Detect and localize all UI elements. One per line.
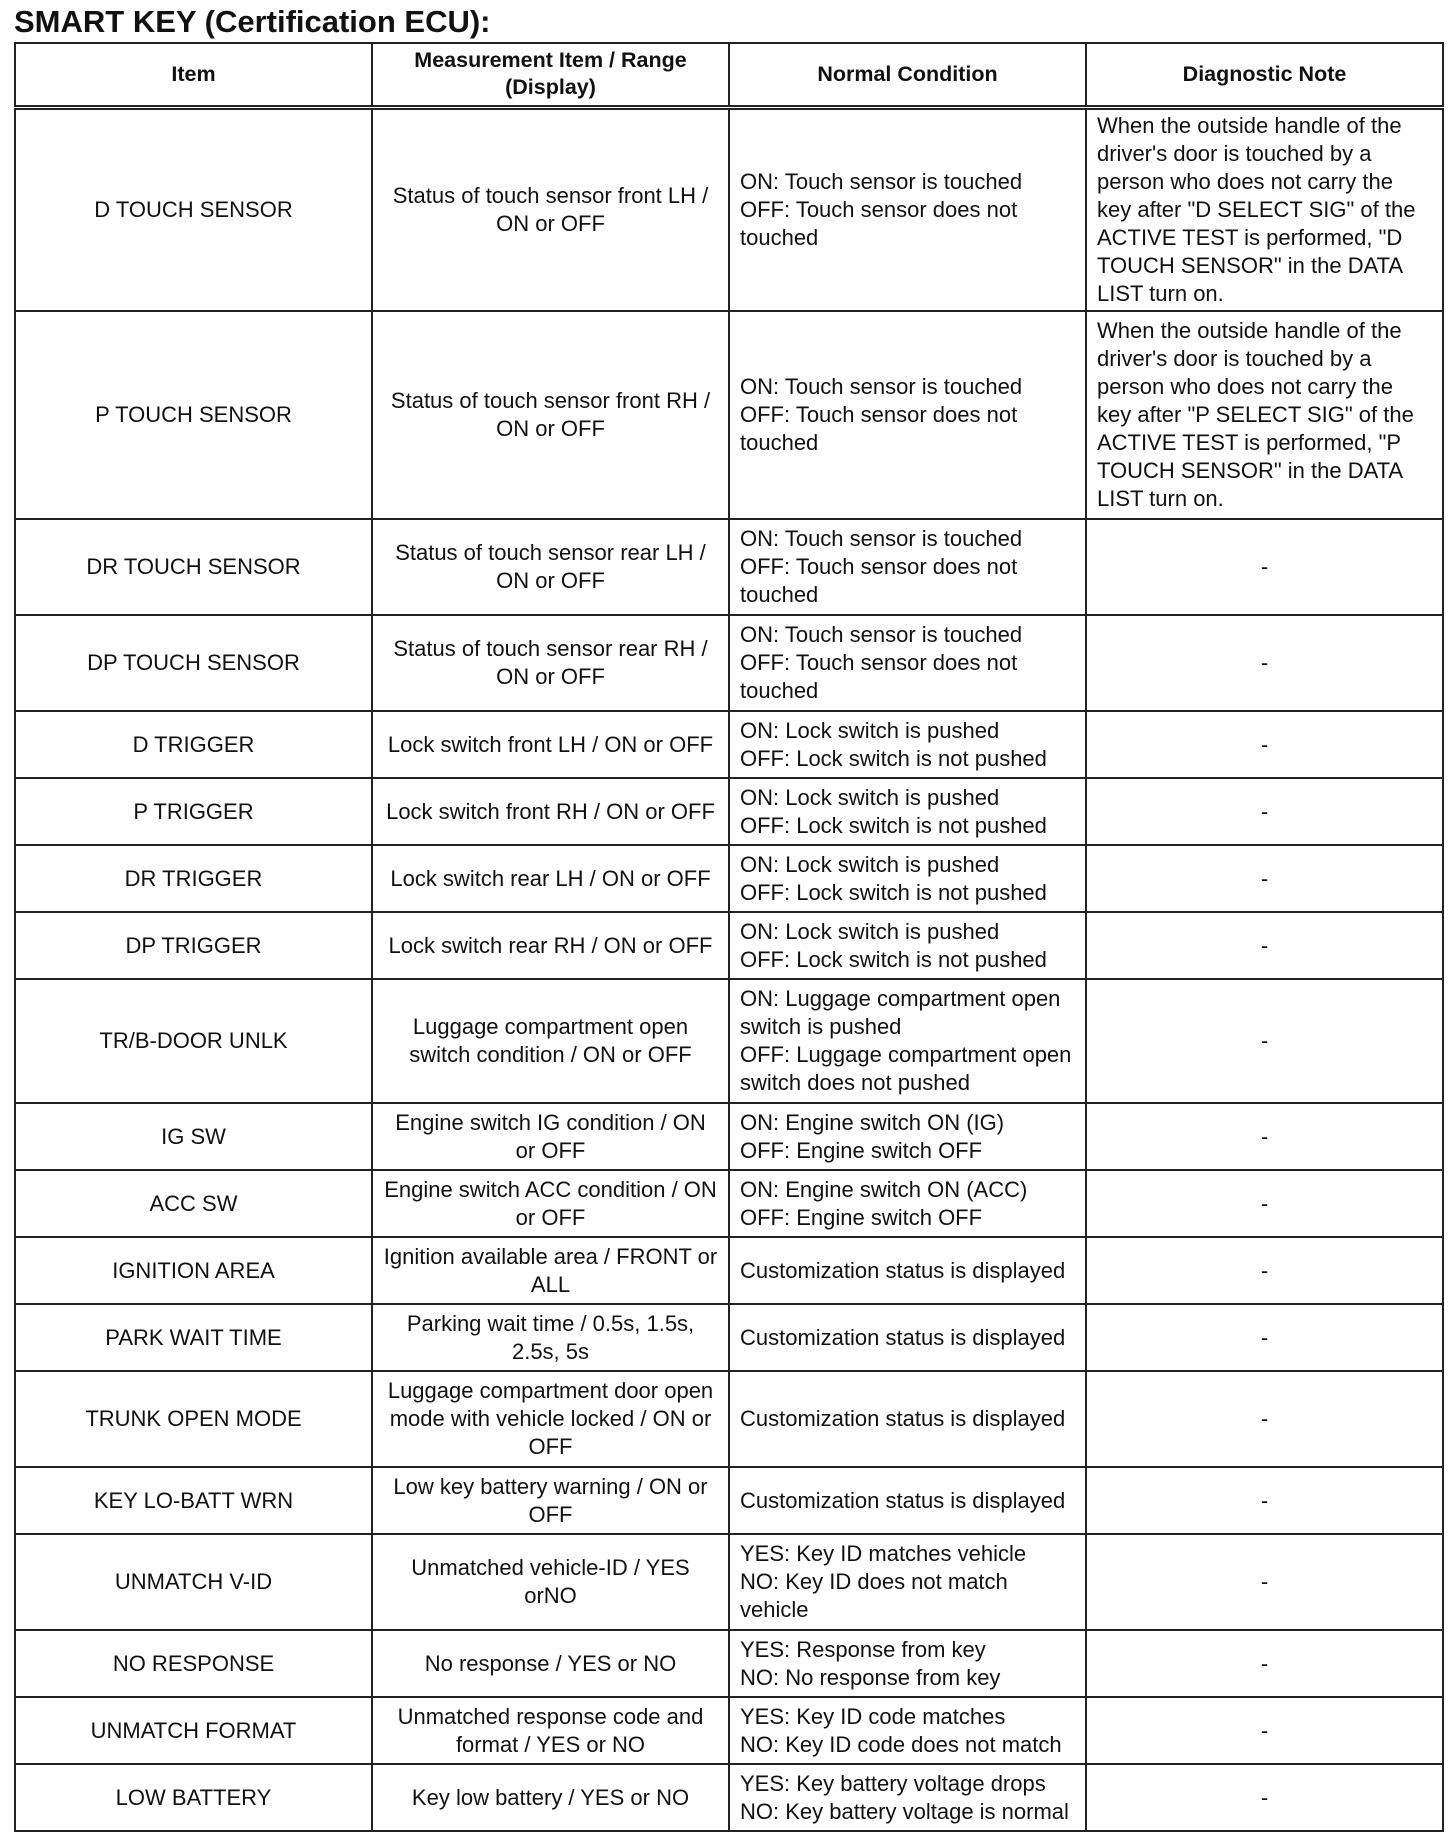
item-cell: DR TOUCH SENSOR — [15, 519, 372, 615]
normal-condition-cell: YES: Key battery voltage drops NO: Key battery voltage is normal — [729, 1764, 1086, 1831]
page-title: SMART KEY (Certification ECU): — [14, 4, 491, 39]
normal-condition-cell: ON: Lock switch is pushed OFF: Lock switch is not pushed — [729, 845, 1086, 912]
measurement-cell: Key low battery / YES or NO — [372, 1764, 729, 1831]
normal-condition-cell: Customization status is displayed — [729, 1237, 1086, 1304]
measurement-cell: Lock switch front RH / ON or OFF — [372, 778, 729, 845]
header-row — [15, 43, 1443, 107]
measurement-cell: Status of touch sensor rear LH / ON or OFF — [372, 519, 729, 615]
normal-condition-cell: ON: Lock switch is pushed OFF: Lock switch is not pushed — [729, 778, 1086, 845]
diagnostic-note-cell: - — [1086, 1467, 1443, 1534]
item-cell: DR TRIGGER — [15, 845, 372, 912]
measurement-cell: Unmatched vehicle-ID / YES orNO — [372, 1534, 729, 1630]
diagnostic-note-cell: - — [1086, 1304, 1443, 1371]
normal-condition-cell: Customization status is displayed — [729, 1467, 1086, 1534]
item-cell: TRUNK OPEN MODE — [15, 1371, 372, 1467]
table-row — [15, 845, 1443, 912]
header-diagnostic-note: Diagnostic Note — [1086, 43, 1443, 107]
normal-condition-cell: YES: Key ID code matches NO: Key ID code does not match — [729, 1697, 1086, 1764]
diagnostic-note-cell: - — [1086, 778, 1443, 845]
normal-condition-cell: Customization status is displayed — [729, 1304, 1086, 1371]
item-cell: TR/B-DOOR UNLK — [15, 979, 372, 1103]
item-cell: D TOUCH SENSOR — [15, 107, 372, 311]
normal-condition-cell: ON: Engine switch ON (ACC) OFF: Engine switch OFF — [729, 1170, 1086, 1237]
measurement-cell: Lock switch front LH / ON or OFF — [372, 711, 729, 778]
measurement-cell: Low key battery warning / ON or OFF — [372, 1467, 729, 1534]
table-row — [15, 1371, 1443, 1467]
normal-condition-cell: YES: Key ID matches vehicle NO: Key ID does not match vehicle — [729, 1534, 1086, 1630]
normal-condition-cell: ON: Lock switch is pushed OFF: Lock switch is not pushed — [729, 912, 1086, 979]
normal-condition-cell: ON: Touch sensor is touched OFF: Touch sensor does not touched — [729, 615, 1086, 711]
measurement-cell: Lock switch rear RH / ON or OFF — [372, 912, 729, 979]
diagnostic-note-cell: - — [1086, 615, 1443, 711]
header-measurement: Measurement Item / Range (Display) — [372, 43, 729, 107]
table-row — [15, 1697, 1443, 1764]
diagnostic-note-cell: - — [1086, 1764, 1443, 1831]
diagnostic-note-cell: - — [1086, 1170, 1443, 1237]
normal-condition-cell: ON: Lock switch is pushed OFF: Lock switch is not pushed — [729, 711, 1086, 778]
table-row — [15, 311, 1443, 519]
header-normal-condition: Normal Condition — [729, 43, 1086, 107]
diagnostic-note-cell: - — [1086, 1534, 1443, 1630]
header-item: Item — [15, 43, 372, 107]
measurement-cell: Ignition available area / FRONT or ALL — [372, 1237, 729, 1304]
item-cell: KEY LO-BATT WRN — [15, 1467, 372, 1534]
diagnostic-note-cell: - — [1086, 1371, 1443, 1467]
data-list-table — [14, 42, 1444, 1832]
item-cell: DP TRIGGER — [15, 912, 372, 979]
diagnostic-note-cell: - — [1086, 845, 1443, 912]
table-row — [15, 615, 1443, 711]
diagnostic-note-cell: When the outside handle of the driver's door is touched by a person who does not carry the key after "P SELECT SIG" of the ACTIVE TEST is performed, "P TOUCH SENSOR" in the DATA LIST turn on. — [1086, 311, 1443, 519]
table-row — [15, 912, 1443, 979]
measurement-cell: Parking wait time / 0.5s, 1.5s, 2.5s, 5s — [372, 1304, 729, 1371]
item-cell: NO RESPONSE — [15, 1630, 372, 1697]
measurement-cell: Engine switch IG condition / ON or OFF — [372, 1103, 729, 1170]
item-cell: P TOUCH SENSOR — [15, 311, 372, 519]
item-cell: UNMATCH V-ID — [15, 1534, 372, 1630]
table-row — [15, 1630, 1443, 1697]
measurement-cell: No response / YES or NO — [372, 1630, 729, 1697]
table-row — [15, 1103, 1443, 1170]
diagnostic-note-cell: - — [1086, 519, 1443, 615]
table-row — [15, 778, 1443, 845]
normal-condition-cell: ON: Luggage compartment open switch is pushed OFF: Luggage compartment open switch does not pushed — [729, 979, 1086, 1103]
normal-condition-cell: Customization status is displayed — [729, 1371, 1086, 1467]
measurement-cell: Unmatched response code and format / YES or NO — [372, 1697, 729, 1764]
diagnostic-note-cell: - — [1086, 1237, 1443, 1304]
diagnostic-note-cell: - — [1086, 711, 1443, 778]
item-cell: UNMATCH FORMAT — [15, 1697, 372, 1764]
diagnostic-note-cell: - — [1086, 1697, 1443, 1764]
measurement-cell: Status of touch sensor front LH / ON or OFF — [372, 107, 729, 311]
normal-condition-cell: ON: Touch sensor is touched OFF: Touch sensor does not touched — [729, 519, 1086, 615]
normal-condition-cell: YES: Response from key NO: No response from key — [729, 1630, 1086, 1697]
measurement-cell: Lock switch rear LH / ON or OFF — [372, 845, 729, 912]
diagnostic-note-cell: - — [1086, 1630, 1443, 1697]
item-cell: LOW BATTERY — [15, 1764, 372, 1831]
item-cell: IGNITION AREA — [15, 1237, 372, 1304]
item-cell: P TRIGGER — [15, 778, 372, 845]
measurement-cell: Luggage compartment door open mode with vehicle locked / ON or OFF — [372, 1371, 729, 1467]
normal-condition-cell: ON: Touch sensor is touched OFF: Touch sensor does not touched — [729, 107, 1086, 311]
table-row — [15, 1170, 1443, 1237]
measurement-cell: Luggage compartment open switch condition / ON or OFF — [372, 979, 729, 1103]
measurement-cell: Status of touch sensor front RH / ON or OFF — [372, 311, 729, 519]
table-row — [15, 1237, 1443, 1304]
normal-condition-cell: ON: Engine switch ON (IG) OFF: Engine switch OFF — [729, 1103, 1086, 1170]
item-cell: PARK WAIT TIME — [15, 1304, 372, 1371]
table-row — [15, 979, 1443, 1103]
table-row — [15, 1304, 1443, 1371]
table-row — [15, 711, 1443, 778]
table-row — [15, 1534, 1443, 1630]
diagnostic-note-cell: When the outside handle of the driver's door is touched by a person who does not carry the key after "D SELECT SIG" of the ACTIVE TEST is performed, "D TOUCH SENSOR" in the DATA LIST turn on. — [1086, 107, 1443, 311]
item-cell: DP TOUCH SENSOR — [15, 615, 372, 711]
table-row — [15, 1467, 1443, 1534]
measurement-cell: Engine switch ACC condition / ON or OFF — [372, 1170, 729, 1237]
diagnostic-note-cell: - — [1086, 912, 1443, 979]
item-cell: IG SW — [15, 1103, 372, 1170]
item-cell: ACC SW — [15, 1170, 372, 1237]
diagnostic-note-cell: - — [1086, 1103, 1443, 1170]
item-cell: D TRIGGER — [15, 711, 372, 778]
measurement-cell: Status of touch sensor rear RH / ON or OFF — [372, 615, 729, 711]
normal-condition-cell: ON: Touch sensor is touched OFF: Touch sensor does not touched — [729, 311, 1086, 519]
table-row — [15, 519, 1443, 615]
diagnostic-note-cell: - — [1086, 979, 1443, 1103]
table-row — [15, 107, 1443, 311]
table-row — [15, 1764, 1443, 1831]
